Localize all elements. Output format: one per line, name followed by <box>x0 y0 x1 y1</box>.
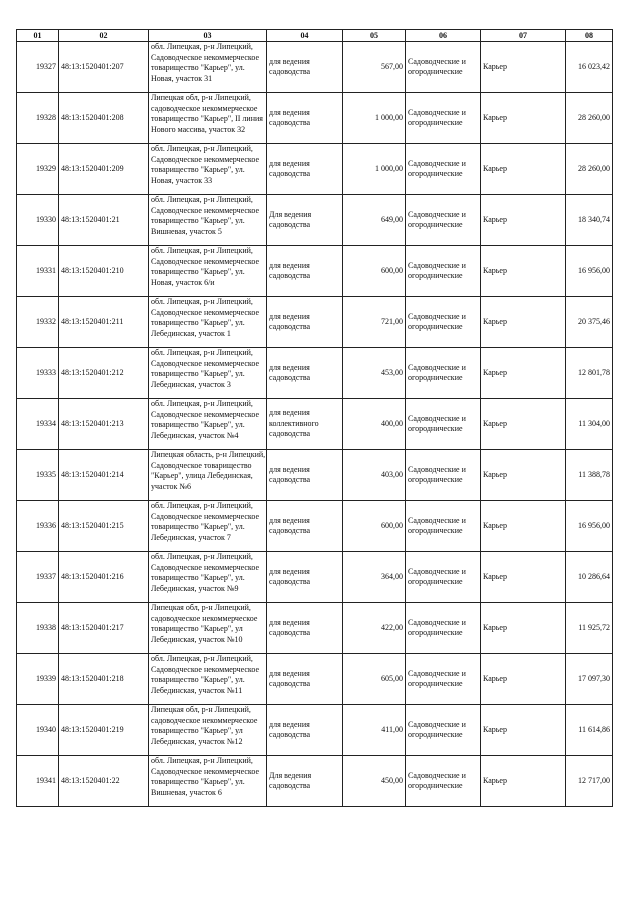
value-cell: 12 801,78 <box>566 348 613 399</box>
column-header-02: 02 <box>59 30 149 42</box>
table-row <box>17 348 613 399</box>
column-header-01: 01 <box>17 30 59 42</box>
area-cell: 649,00 <box>343 195 406 246</box>
table-row <box>17 195 613 246</box>
land-category-cell: Садоводческие и огороднические <box>406 399 481 450</box>
document-page <box>16 29 612 807</box>
permitted-use-cell: для ведения садоводства <box>267 654 343 705</box>
address-cell <box>149 603 267 654</box>
value-cell: 11 304,00 <box>566 399 613 450</box>
table-row <box>17 144 613 195</box>
settlement-name-cell: Карьер <box>481 501 566 552</box>
row-number-cell: 19339 <box>17 654 59 705</box>
row-number-cell: 19330 <box>17 195 59 246</box>
permitted-use-cell: для ведения садоводства <box>267 42 343 93</box>
permitted-use-cell: для ведения садоводства <box>267 144 343 195</box>
table-row <box>17 450 613 501</box>
area-cell: 600,00 <box>343 246 406 297</box>
address-cell <box>149 399 267 450</box>
land-category-cell: Садоводческие и огороднические <box>406 348 481 399</box>
row-number-cell: 19336 <box>17 501 59 552</box>
permitted-use-cell: для ведения садоводства <box>267 603 343 654</box>
permitted-use-cell: для ведения садоводства <box>267 297 343 348</box>
address-cell <box>149 297 267 348</box>
address-cell <box>149 450 267 501</box>
area-cell: 1 000,00 <box>343 144 406 195</box>
cadastral-number-cell: 48:13:1520401:209 <box>59 144 149 195</box>
value-cell: 28 260,00 <box>566 93 613 144</box>
settlement-name-cell: Карьер <box>481 705 566 756</box>
cadastral-number-cell: 48:13:1520401:212 <box>59 348 149 399</box>
column-header-06: 06 <box>406 30 481 42</box>
settlement-name-cell: Карьер <box>481 348 566 399</box>
address-cell <box>149 42 267 93</box>
area-cell: 400,00 <box>343 399 406 450</box>
address-text: обл. Липецкая, р-н Липецкий, Садоводческое некоммерческое товарищество "Карьер", ул. Вишневая, участок 5 <box>151 195 260 236</box>
land-category-cell: Садоводческие и огороднические <box>406 450 481 501</box>
address-text: обл. Липецкая, р-н Липецкий, Садоводческое некоммерческое товарищество "Карьер", ул. Лебединская, участок №4 <box>151 399 260 440</box>
address-text: Липецкая обл, р-н Липецкий, садоводческое некоммерческое товарищество "Карьер", II линия Нового массива, участок 32 <box>151 93 263 134</box>
header-row <box>17 30 613 42</box>
address-cell <box>149 195 267 246</box>
land-category-cell: Садоводческие и огороднические <box>406 144 481 195</box>
cadastral-number-cell: 48:13:1520401:21 <box>59 195 149 246</box>
settlement-name-cell: Карьер <box>481 246 566 297</box>
land-category-cell: Садоводческие и огороднические <box>406 297 481 348</box>
settlement-name-cell: Карьер <box>481 552 566 603</box>
column-header-05: 05 <box>343 30 406 42</box>
value-cell: 17 097,30 <box>566 654 613 705</box>
permitted-use-cell: для ведения садоводства <box>267 246 343 297</box>
table-row <box>17 705 613 756</box>
address-text: Липецкая область, р-н Липецкий, Садоводческое товарищество "Карьер", улица Лебединская, участок №6 <box>151 450 266 491</box>
value-cell: 11 614,86 <box>566 705 613 756</box>
land-category-cell: Садоводческие и огороднические <box>406 42 481 93</box>
value-cell: 10 286,64 <box>566 552 613 603</box>
value-cell: 28 260,00 <box>566 144 613 195</box>
address-cell <box>149 93 267 144</box>
value-cell: 16 956,00 <box>566 501 613 552</box>
land-category-cell: Садоводческие и огороднические <box>406 246 481 297</box>
permitted-use-cell: для ведения садоводства <box>267 348 343 399</box>
address-text: обл. Липецкая, р-н Липецкий, Садоводческое некоммерческое товарищество "Карьер", ул. Лебединская, участок 7 <box>151 501 260 542</box>
table-row <box>17 552 613 603</box>
permitted-use-cell: для ведения коллективного садоводства <box>267 399 343 450</box>
value-cell: 12 717,00 <box>566 756 613 807</box>
area-cell: 450,00 <box>343 756 406 807</box>
address-text: обл. Липецкая, р-н Липецкий, Садоводческое некоммерческое товарищество "Карьер", ул. Лебединская, участок №9 <box>151 552 260 593</box>
land-category-cell: Садоводческие и огороднические <box>406 654 481 705</box>
address-text: обл. Липецкая, р-н Липецкий, Садоводческое некоммерческое товарищество "Карьер", ул. Новая, участок 6/и <box>151 246 260 287</box>
area-cell: 567,00 <box>343 42 406 93</box>
settlement-name-cell: Карьер <box>481 42 566 93</box>
settlement-name-cell: Карьер <box>481 399 566 450</box>
cadastral-number-cell: 48:13:1520401:213 <box>59 399 149 450</box>
row-number-cell: 19335 <box>17 450 59 501</box>
area-cell: 605,00 <box>343 654 406 705</box>
table-row <box>17 603 613 654</box>
table-row <box>17 297 613 348</box>
address-text: обл. Липецкая, р-н Липецкий, Садоводческое некоммерческое товарищество "Карьер", ул. Новая, участок 33 <box>151 144 260 185</box>
area-cell: 364,00 <box>343 552 406 603</box>
settlement-name-cell: Карьер <box>481 603 566 654</box>
column-header-04: 04 <box>267 30 343 42</box>
cadastral-number-cell: 48:13:1520401:216 <box>59 552 149 603</box>
row-number-cell: 19328 <box>17 93 59 144</box>
value-cell: 20 375,46 <box>566 297 613 348</box>
address-cell <box>149 144 267 195</box>
address-text: обл. Липецкая, р-н Липецкий, Садоводческое некоммерческое товарищество "Карьер", ул. Новая, участок 31 <box>151 42 260 83</box>
table-row <box>17 246 613 297</box>
land-register-table <box>16 29 613 807</box>
area-cell: 403,00 <box>343 450 406 501</box>
area-cell: 453,00 <box>343 348 406 399</box>
permitted-use-cell: для ведения садоводства <box>267 450 343 501</box>
area-cell: 721,00 <box>343 297 406 348</box>
address-cell <box>149 756 267 807</box>
address-text: обл. Липецкая, р-н Липецкий, Садоводческое некоммерческое товарищество "Карьер", ул. Лебединская, участок №11 <box>151 654 260 695</box>
cadastral-number-cell: 48:13:1520401:217 <box>59 603 149 654</box>
table-row <box>17 654 613 705</box>
settlement-name-cell: Карьер <box>481 654 566 705</box>
address-text: обл. Липецкая, р-н Липецкий, Садоводческое некоммерческое товарищество "Карьер", ул. Лебединская, участок 1 <box>151 297 260 338</box>
area-cell: 1 000,00 <box>343 93 406 144</box>
address-cell <box>149 501 267 552</box>
row-number-cell: 19334 <box>17 399 59 450</box>
permitted-use-cell: для ведения садоводства <box>267 705 343 756</box>
table-row <box>17 399 613 450</box>
row-number-cell: 19327 <box>17 42 59 93</box>
address-text: обл. Липецкая, р-н Липецкий, Садоводческое некоммерческое товарищество "Карьер", ул. Лебединская, участок 3 <box>151 348 260 389</box>
value-cell: 18 340,74 <box>566 195 613 246</box>
address-text: Липецкая обл, р-н Липецкий, садоводческое некоммерческое товарищество "Карьер", ул Лебединская, участок №12 <box>151 705 258 746</box>
row-number-cell: 19337 <box>17 552 59 603</box>
permitted-use-cell: для ведения садоводства <box>267 501 343 552</box>
address-text: обл. Липецкая, р-н Липецкий, Садоводческое некоммерческое товарищество "Карьер", ул. Вишневая, участок 6 <box>151 756 260 797</box>
cadastral-number-cell: 48:13:1520401:208 <box>59 93 149 144</box>
area-cell: 411,00 <box>343 705 406 756</box>
table-row <box>17 501 613 552</box>
row-number-cell: 19329 <box>17 144 59 195</box>
row-number-cell: 19332 <box>17 297 59 348</box>
permitted-use-cell: для ведения садоводства <box>267 552 343 603</box>
value-cell: 11 388,78 <box>566 450 613 501</box>
cadastral-number-cell: 48:13:1520401:211 <box>59 297 149 348</box>
column-header-03: 03 <box>149 30 267 42</box>
table-row <box>17 42 613 93</box>
address-cell <box>149 705 267 756</box>
table-row <box>17 756 613 807</box>
settlement-name-cell: Карьер <box>481 450 566 501</box>
address-cell <box>149 246 267 297</box>
land-category-cell: Садоводческие и огороднические <box>406 552 481 603</box>
area-cell: 422,00 <box>343 603 406 654</box>
cadastral-number-cell: 48:13:1520401:218 <box>59 654 149 705</box>
land-category-cell: Садоводческие и огороднические <box>406 93 481 144</box>
cadastral-number-cell: 48:13:1520401:207 <box>59 42 149 93</box>
cadastral-number-cell: 48:13:1520401:22 <box>59 756 149 807</box>
value-cell: 16 023,42 <box>566 42 613 93</box>
permitted-use-cell: Для ведения садоводства <box>267 195 343 246</box>
cadastral-number-cell: 48:13:1520401:214 <box>59 450 149 501</box>
settlement-name-cell: Карьер <box>481 297 566 348</box>
row-number-cell: 19333 <box>17 348 59 399</box>
address-cell <box>149 348 267 399</box>
area-cell: 600,00 <box>343 501 406 552</box>
address-cell <box>149 654 267 705</box>
address-cell <box>149 552 267 603</box>
settlement-name-cell: Карьер <box>481 144 566 195</box>
row-number-cell: 19341 <box>17 756 59 807</box>
value-cell: 16 956,00 <box>566 246 613 297</box>
row-number-cell: 19340 <box>17 705 59 756</box>
cadastral-number-cell: 48:13:1520401:219 <box>59 705 149 756</box>
land-category-cell: Садоводческие и огороднические <box>406 756 481 807</box>
permitted-use-cell: для ведения садоводства <box>267 93 343 144</box>
settlement-name-cell: Карьер <box>481 93 566 144</box>
cadastral-number-cell: 48:13:1520401:210 <box>59 246 149 297</box>
row-number-cell: 19338 <box>17 603 59 654</box>
land-category-cell: Садоводческие и огороднические <box>406 501 481 552</box>
land-category-cell: Садоводческие и огороднические <box>406 603 481 654</box>
table-row <box>17 93 613 144</box>
column-header-08: 08 <box>566 30 613 42</box>
column-header-07: 07 <box>481 30 566 42</box>
address-text: Липецкая обл, р-н Липецкий, садоводческое некоммерческое товарищество "Карьер", ул Лебединская, участок №10 <box>151 603 258 644</box>
settlement-name-cell: Карьер <box>481 756 566 807</box>
row-number-cell: 19331 <box>17 246 59 297</box>
settlement-name-cell: Карьер <box>481 195 566 246</box>
land-category-cell: Садоводческие и огороднические <box>406 705 481 756</box>
permitted-use-cell: Для ведения садоводства <box>267 756 343 807</box>
land-category-cell: Садоводческие и огороднические <box>406 195 481 246</box>
value-cell: 11 925,72 <box>566 603 613 654</box>
cadastral-number-cell: 48:13:1520401:215 <box>59 501 149 552</box>
